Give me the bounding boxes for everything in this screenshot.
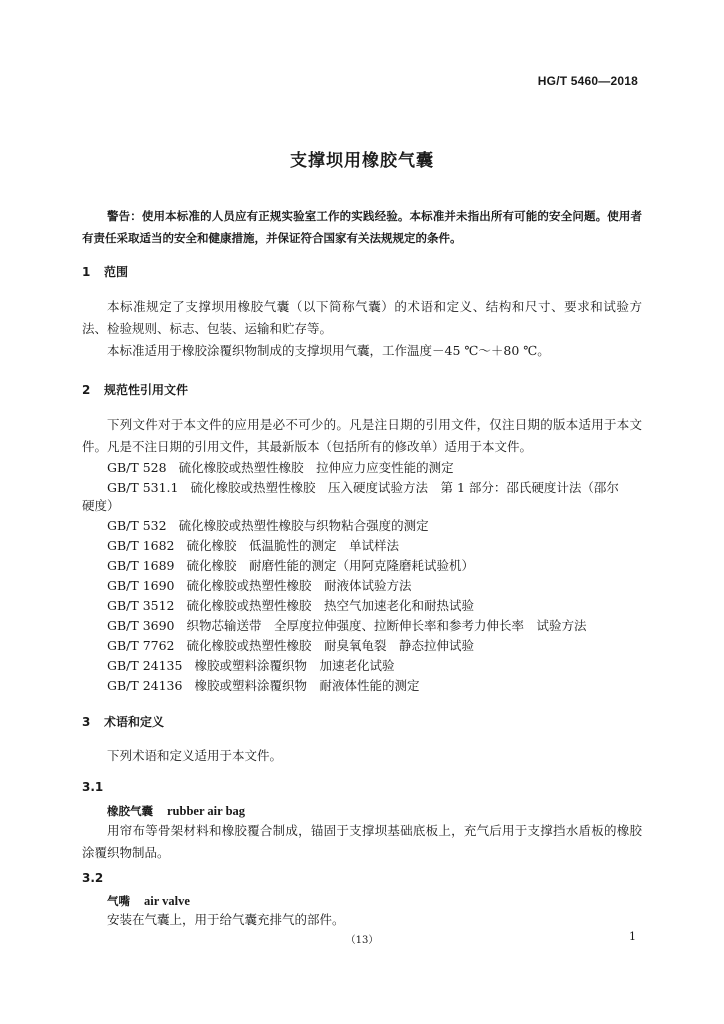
- references-intro: 下列文件对于本文件的应用是必不可少的。凡是注日期的引用文件，仅注日期的版本适用于本文件。凡是不注日期的引用文件，其最新版本（包括所有的修改单）适用于本文件。: [82, 417, 642, 454]
- document-title: 支撑坝用橡胶气囊: [290, 151, 434, 171]
- section-number: 1: [82, 265, 91, 279]
- section-1-heading: [82, 263, 128, 280]
- reference-title: 硫化橡胶或热塑性橡胶 压入硬度试验方法 第 1 部分：邵氏硬度计法（邵尔: [190, 480, 619, 495]
- term-english: rubber air bag: [167, 804, 246, 818]
- warning-paragraph: 警告：使用本标准的人员应有正规实验室工作的实践经验。本标准并未指出所有可能的安全问题。使用者有责任采取适当的安全和健康措施，并保证符合国家有关法规规定的条件。: [82, 209, 642, 245]
- reference-title: 硫化橡胶或热塑性橡胶与织物粘合强度的测定: [178, 518, 429, 533]
- reference-title: 硫化橡胶 低温脆性的测定 单试样法: [186, 538, 400, 553]
- section-title: 术语和定义: [104, 715, 165, 729]
- reference-item: [107, 556, 474, 574]
- reference-title: 硫化橡胶或热塑性橡胶 耐液体试验方法: [186, 578, 412, 593]
- reference-item: [107, 596, 474, 614]
- term-number: 3.1: [82, 780, 104, 794]
- term-title: [107, 803, 245, 819]
- reference-item: [107, 656, 394, 674]
- reference-code: GB/T 3512: [107, 598, 175, 613]
- section-3-heading: [82, 713, 164, 730]
- reference-title: 硫化橡胶 耐磨性能的测定（用阿克隆磨耗试验机）: [186, 558, 475, 573]
- reference-code: GB/T 3690: [107, 618, 175, 633]
- reference-item: [107, 458, 454, 476]
- reference-code: GB/T 24135: [107, 658, 183, 673]
- section-title: 范围: [104, 265, 129, 279]
- reference-code: GB/T 531.1: [107, 480, 179, 495]
- footer-page-label: （13）: [345, 935, 379, 946]
- reference-title: 硫化橡胶或热塑性橡胶 热空气加速老化和耐热试验: [186, 598, 475, 613]
- reference-item: [107, 576, 412, 594]
- section-2-heading: [82, 381, 188, 398]
- reference-title: 橡胶或塑料涂覆织物 耐液体性能的测定: [194, 678, 420, 693]
- reference-code: GB/T 532: [107, 518, 167, 533]
- reference-title: 硬度）: [82, 498, 120, 513]
- reference-item: [107, 516, 429, 534]
- term-definition: 用帘布等骨架材料和橡胶覆合制成，锚固于支撑坝基础底板上，充气后用于支撑挡水盾板的橡胶涂覆织物制品。: [82, 823, 642, 860]
- section-number: 2: [82, 383, 91, 397]
- reference-item: [107, 676, 419, 694]
- reference-item: [107, 536, 399, 554]
- page-number: 1: [629, 930, 636, 943]
- reference-item: [107, 616, 587, 634]
- reference-item: [107, 636, 474, 654]
- term-title: [107, 893, 190, 909]
- reference-code: GB/T 24136: [107, 678, 183, 693]
- reference-item-continuation: [82, 496, 120, 514]
- reference-code: GB/T 1690: [107, 578, 175, 593]
- reference-title: 织物芯输送带 全厚度拉伸强度、拉断伸长率和参考力伸长率 试验方法: [186, 618, 587, 633]
- section-number: 3: [82, 715, 91, 729]
- reference-title: 橡胶或塑料涂覆织物 加速老化试验: [194, 658, 395, 673]
- reference-code: GB/T 1689: [107, 558, 175, 573]
- section-title: 规范性引用文件: [104, 383, 189, 397]
- term-chinese: 气嘴: [107, 894, 130, 908]
- scope-paragraph-2: 本标准适用于橡胶涂覆织物制成的支撑坝用气囊，工作温度－45 ℃～＋80 ℃。: [107, 343, 550, 358]
- reference-title: 硫化橡胶或热塑性橡胶 拉伸应力应变性能的测定: [178, 460, 454, 475]
- scope-paragraph-1: 本标准规定了支撑坝用橡胶气囊（以下简称气囊）的术语和定义、结构和尺寸、要求和试验方法、检验规则、标志、包装、运输和贮存等。: [82, 299, 642, 336]
- standard-code: HG/T 5460—2018: [537, 74, 638, 88]
- reference-code: GB/T 528: [107, 460, 167, 475]
- term-chinese: 橡胶气囊: [107, 804, 153, 818]
- terms-intro: 下列术语和定义适用于本文件。: [107, 748, 283, 763]
- term-english: air valve: [144, 894, 190, 908]
- term-definition: 安装在气囊上，用于给气囊充排气的部件。: [107, 912, 345, 927]
- reference-item: [107, 478, 619, 496]
- reference-code: GB/T 1682: [107, 538, 175, 553]
- reference-title: 硫化橡胶或热塑性橡胶 耐臭氧龟裂 静态拉伸试验: [186, 638, 475, 653]
- term-number: 3.2: [82, 871, 104, 885]
- reference-code: GB/T 7762: [107, 638, 175, 653]
